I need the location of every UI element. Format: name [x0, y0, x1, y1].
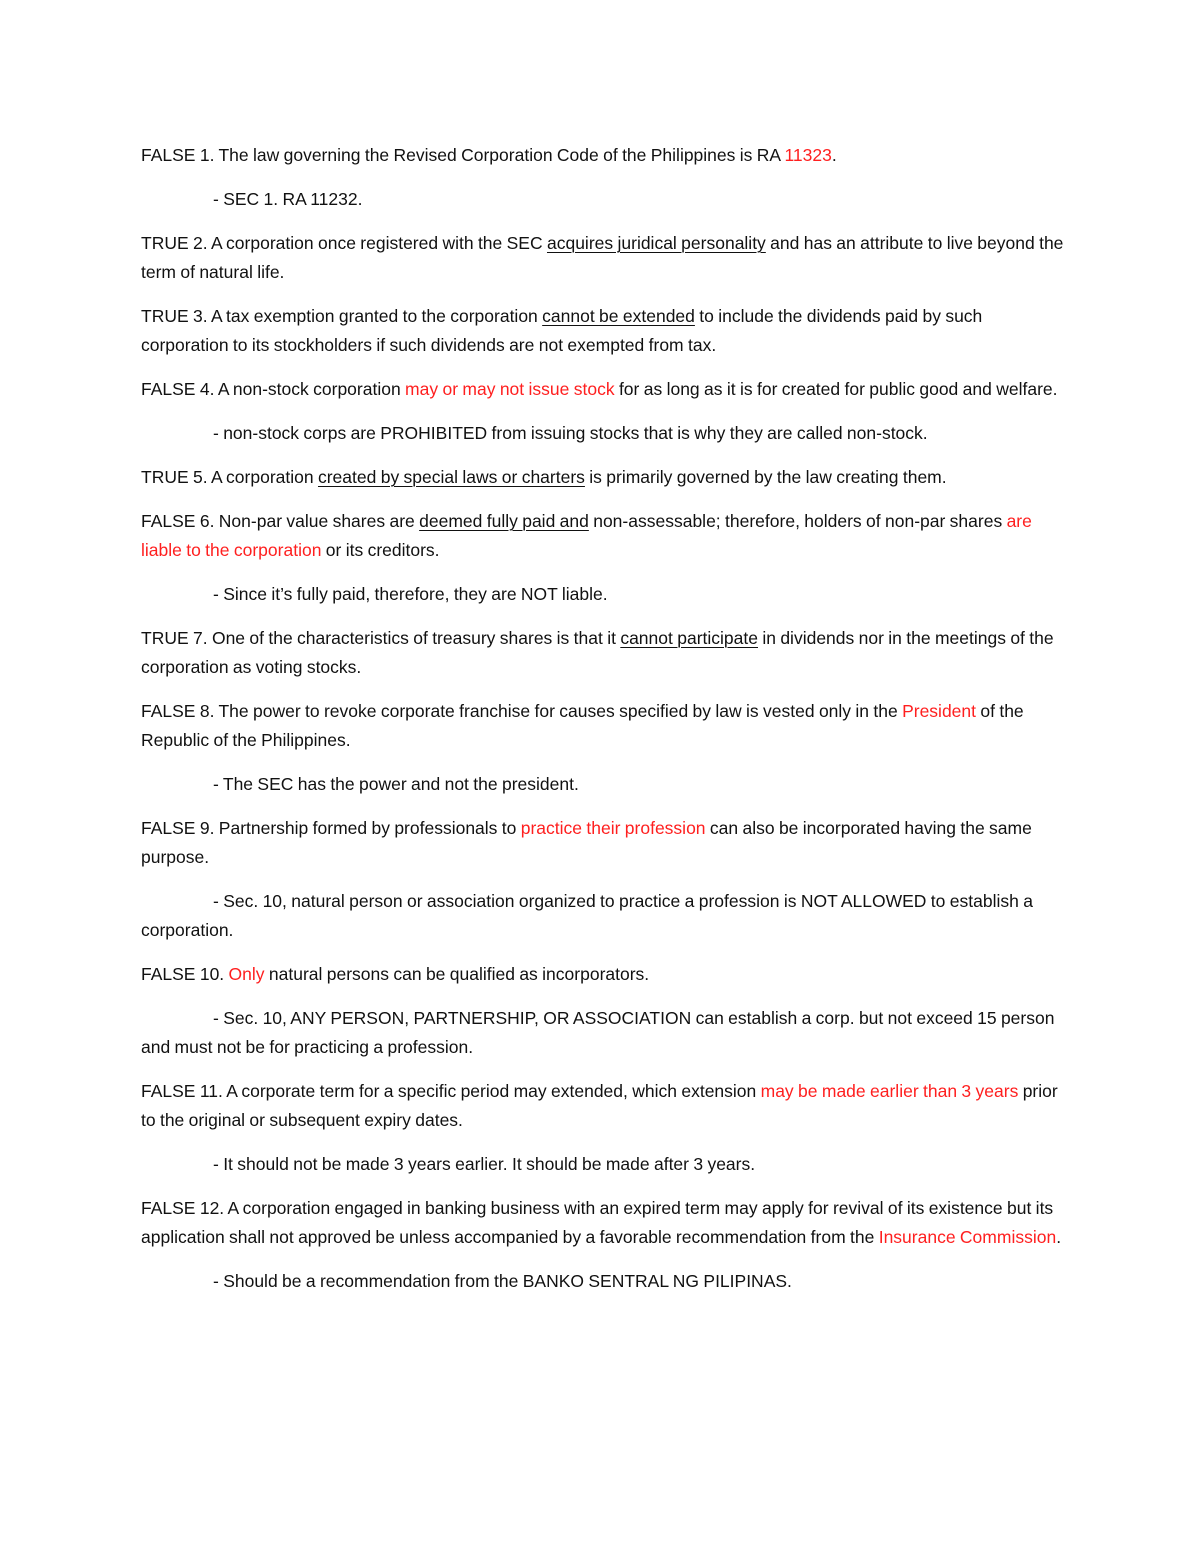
highlighted-text: 11323 — [784, 145, 832, 165]
question-item — [141, 1077, 1066, 1135]
question-item — [141, 463, 1066, 492]
underlined-text: acquires juridical personality — [546, 233, 766, 253]
text-segment: - Should be a recommendation from the BANKO SENTRAL NG PILIPINAS. — [213, 1271, 792, 1291]
underlined-text: cannot participate — [620, 628, 758, 648]
text-segment: . — [1056, 1227, 1062, 1247]
text-segment: TRUE 3. A tax exemption granted to the corporation — [141, 306, 543, 326]
text-segment: - It should not be made 3 years earlier. It should be made after 3 years. — [213, 1154, 756, 1174]
document-body — [141, 141, 1066, 1311]
text-segment: FALSE 12. A corporation engaged in banking business with an expired term may apply for revival of its existence but its application shall not approved be unless accompanied by a favorable recommendation from the — [141, 1198, 1054, 1247]
text-segment: in dividends nor in the meetings of the corporation as voting stocks. — [141, 628, 1054, 677]
explanation-note — [141, 185, 1066, 214]
text-segment: to include the dividends paid by such corporation to its stockholders if such dividends are not exempted from tax. — [141, 306, 983, 355]
text-segment: FALSE 11. A corporate term for a specific period may extended, which extension — [141, 1081, 761, 1101]
text-segment: - SEC 1. RA 11232. — [213, 189, 363, 209]
question-item — [141, 697, 1066, 755]
question-item — [141, 375, 1066, 404]
highlighted-text: Insurance Commission — [878, 1227, 1057, 1247]
text-segment: for as long as it is for created for public good and welfare. — [614, 379, 1058, 399]
explanation-note — [141, 770, 1066, 799]
question-item — [141, 141, 1066, 170]
text-segment: - Since it’s fully paid, therefore, they are NOT liable. — [213, 584, 608, 604]
question-item — [141, 302, 1066, 360]
text-segment: natural persons can be qualified as incorporators. — [264, 964, 650, 984]
highlighted-text: practice their profession — [520, 818, 706, 838]
text-segment: FALSE 4. A non-stock corporation — [141, 379, 406, 399]
explanation-note — [141, 1150, 1066, 1179]
question-item — [141, 814, 1066, 872]
text-segment: FALSE 9. Partnership formed by professionals to — [141, 818, 521, 838]
text-segment: can also be incorporated having the same purpose. — [141, 818, 1032, 867]
question-item — [141, 960, 1066, 989]
text-segment: - Sec. 10, ANY PERSON, PARTNERSHIP, OR ASSOCIATION can establish a corp. but not exceed 15 person and must not be for practicing a profession. — [141, 1008, 1055, 1057]
explanation-note — [141, 419, 1066, 448]
question-item — [141, 229, 1066, 287]
underlined-text: created by special laws or charters — [317, 467, 585, 487]
text-segment: TRUE 2. A corporation once registered with the SEC — [141, 233, 547, 253]
text-segment: FALSE 1. The law governing the Revised Corporation Code of the Philippines is RA — [141, 145, 785, 165]
explanation-note — [141, 1267, 1066, 1296]
text-segment: FALSE 10. — [141, 964, 229, 984]
text-segment: FALSE 6. Non-par value shares are — [141, 511, 420, 531]
text-segment: TRUE 5. A corporation — [141, 467, 318, 487]
question-item — [141, 1194, 1066, 1252]
explanation-note — [141, 887, 1066, 945]
underlined-text: deemed fully paid and — [419, 511, 589, 531]
text-segment: prior to the original or subsequent expiry dates. — [141, 1081, 1058, 1130]
text-segment: TRUE 7. One of the characteristics of treasury shares is that it — [141, 628, 621, 648]
text-segment: of the Republic of the Philippines. — [141, 701, 1024, 750]
text-segment: or its creditors. — [321, 540, 440, 560]
explanation-note — [141, 1004, 1066, 1062]
text-segment: - The SEC has the power and not the president. — [213, 774, 579, 794]
highlighted-text: President — [902, 701, 977, 721]
text-segment: - Sec. 10, natural person or association organized to practice a profession is NOT ALLOWED to establish a corporation. — [141, 891, 1033, 940]
highlighted-text: are liable to the corporation — [141, 511, 1032, 560]
text-segment: FALSE 8. The power to revoke corporate franchise for causes specified by law is vested only in the — [141, 701, 903, 721]
highlighted-text: Only — [228, 964, 265, 984]
question-item — [141, 624, 1066, 682]
question-item — [141, 507, 1066, 565]
text-segment: and has an attribute to live beyond the term of natural life. — [141, 233, 1064, 282]
highlighted-text: may or may not issue stock — [405, 379, 615, 399]
highlighted-text: may be made earlier than 3 years — [760, 1081, 1019, 1101]
underlined-text: cannot be extended — [542, 306, 695, 326]
text-segment: . — [831, 145, 837, 165]
text-segment: non-assessable; therefore, holders of non-par shares — [588, 511, 1007, 531]
explanation-note — [141, 580, 1066, 609]
text-segment: - non-stock corps are PROHIBITED from issuing stocks that is why they are called non-stock. — [213, 423, 928, 443]
text-segment: is primarily governed by the law creating them. — [584, 467, 947, 487]
